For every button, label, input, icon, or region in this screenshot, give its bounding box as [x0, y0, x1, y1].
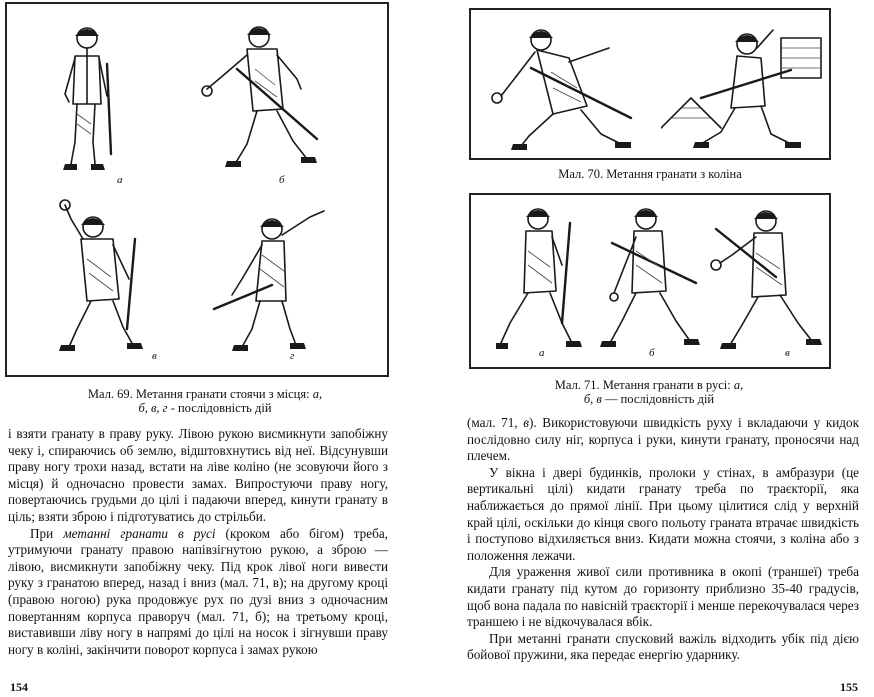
page-number: 155 [840, 680, 858, 694]
paragraph: Для ураження живої сили противника в окопі (траншеї) треба кидати гранату під кутом до горизонту приблизно 35-40 градусів, щоб вона падала по навісній траєкторії і менше перекочувалася через траншею і не відкочувалася вбік. [467, 564, 859, 630]
figure-69a-illustration [47, 24, 127, 174]
left-page-body-text [8, 426, 388, 658]
figure-69-caption: Мал. 69. Метання гранати стоячи з місця: а, б, в, г - послідовність дій [87, 387, 323, 415]
figure-69a-label: а [117, 174, 123, 186]
page-number: 154 [10, 680, 28, 694]
figure-69-frame [5, 2, 389, 377]
figure-71v-label: в [785, 347, 790, 359]
figure-69b-label: б [279, 174, 285, 186]
right-page-body-text [467, 415, 859, 664]
figure-70-frame [469, 8, 831, 160]
figure-70-left-illustration [491, 18, 641, 153]
figure-71v-illustration [706, 203, 826, 358]
paragraph: У вікна і двері будинків, пролоки у стінах, в амбразури (це вертикальні цілі) кидати гранату треба по траєкторії, яка наближається до прямої лінії. При цьому цілитися слід у верхній край цілі, оскільки до кінця свого польоту граната втрачає швидкість і поступово відхиляється вниз. Кидати можна стоячи, з коліна або з положення лежачи. [467, 464, 859, 563]
figure-71-caption: Мал. 71. Метання гранати в русі: а, б, в — послідовність дій [554, 378, 744, 406]
figure-69v-illustration [47, 199, 162, 354]
paragraph: і взяти гранату в праву руку. Лівою рукою висмикнути запобіжну чеку і, спираючись об землю, відштовхнутись від неї. Відсунувши праву ногу трохи назад, встати на ліве коліно (не зсовуючи його з місця) й одночасно провести замах. Випростуючи праву ногу, повертаючись грудьми до цілі і падаючи вперед, кинути гранату в ціль; взяти зброю і підготуватись до стрільби. [8, 426, 388, 524]
figure-71a-illustration [496, 203, 591, 358]
figure-70-right-illustration [661, 18, 826, 153]
figure-69g-illustration [202, 199, 332, 354]
figure-70-caption: Мал. 70. Метання гранати з коліна [558, 167, 742, 181]
figure-69v-label: в [152, 350, 157, 362]
paragraph: При метанні гранати спусковий важіль відходить убік під дією бойової пружини, яка передає енергію ударнику. [467, 630, 859, 663]
paragraph: При метанні гранати в русі (кроком або бігом) треба, утримуючи гранату правою напівзігнутою рукою, а зброю — лівою, висмикнути запобіжну чеку. Під крок лівої ноги вивести руку з гранатою вперед, назад і вниз (мал. 71, в); на другому кроці (правою ногою) рука продовжує рух по дузі вниз з одночасним повертанням корпуса праворуч (мал. 71, б); на третьому кроці, виставивши ліву ногу в напрямі до цілі на носок і зігнувши праву ногу в коліні, закінчити поворот корпуса і замах рукою [8, 525, 388, 657]
figure-71a-label: а [539, 347, 545, 359]
figure-69g-label: г [290, 350, 295, 362]
figure-71b-label: б [649, 347, 655, 359]
paragraph: (мал. 71, в). Використовуючи швидкість руху і вкладаючи у кидок послідовно силу ніг, корпуса і руки, кинути гранату, проносячи над плечем. [467, 415, 860, 464]
figure-71-frame [469, 193, 831, 369]
figure-71b-illustration [596, 203, 706, 358]
right-page [437, 0, 874, 697]
figure-69b-illustration [197, 19, 327, 174]
